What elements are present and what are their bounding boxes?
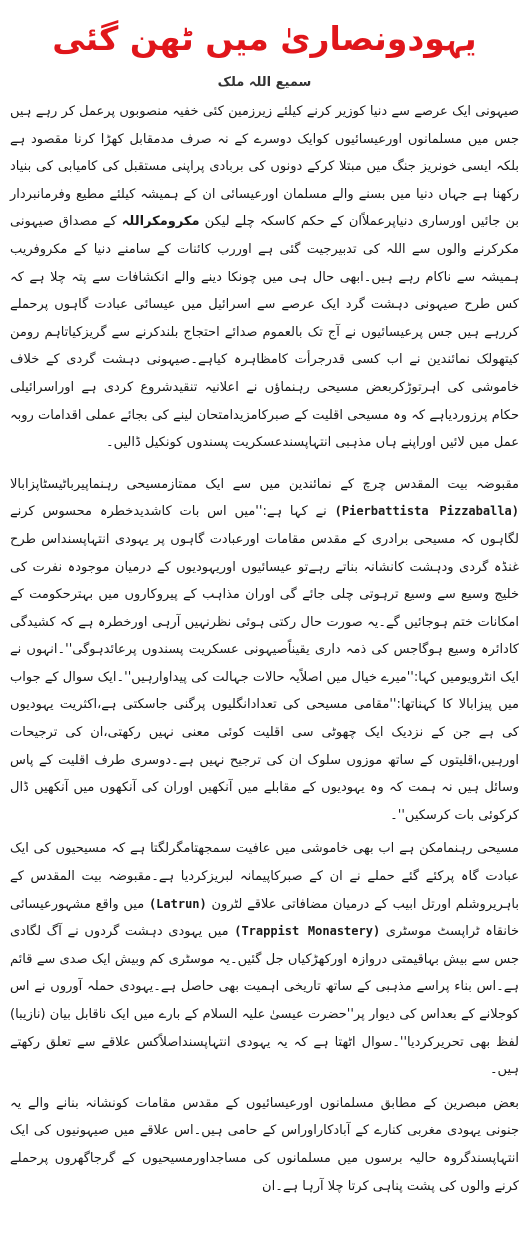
paragraph-3 bbox=[10, 835, 519, 1083]
paragraph-4 bbox=[10, 1090, 519, 1200]
paragraph-text: صیہونی ایک عرصے سے دنیا کوزیر کرنے کیلئے زیرزمین کئی خفیہ منصوبوں پرعمل کر رہے ہیں جس میں مسلمانوں اورعیسائیوں کوایک دوسرے کے نہ صرف مدمقابل کھڑا کرنا مقصود ہے بلکہ ایسی خونریز جنگ میں مبتلا کرکے دونوں کی بربادی پراپنی مستقبل کی کامیابی کی بنیاد رکھنا ہے جہاں دنیا میں بسنے والے مسلمان اورعیسائی ان کے ہمیشہ کیلئے مطیع وفرمانبردار بن جائیں اورساری دنیاپرعملاًان کے حکم کاسکہ چلے لیکن bbox=[10, 104, 520, 230]
article-title: یہودونصاریٰ میں ٹھن گئی bbox=[52, 19, 477, 58]
paragraph-text: کے مصداق صیہونی مکرکرنے والوں سے اللہ کی تدبیرجیت گئی ہے اوررب کائنات کے سامنے دنیا کے مکروفریب ہمیشہ سے ناکام رہے ہیں۔ابھی حال ہی میں چونکا دینے والے انکشافات سے پتہ چلا ہے کہ کس طرح صیہونی دہشت گرد ایک عرصے سے اسرائیل میں عیسائی عبادت گاہوں پرحملے کررہے ہیں جس پرعیسائیوں نے آج تک بالعموم صدائے احتجاج بلندکرنے سے گریزکیاتاہم رومن کیتھولک نمائندین نے اب کسی قدرجرأت کامظاہرہ کیاہے۔صیہونی دہشت گردی کے خلاف خاموشی کی اہرتوڑکربعض مسیحی رہنماؤں نے اعلانیہ تنقیدشروع کردی ہے اوراسرائیلی حکام پرزوردیاہے کہ وہ مسیحی اقلیت کے صبرکامزیدامتحان لینے کی بجائے عملی اقدامات روبہ عمل میں لائیں اوراپنے ہاں مذہبی انتہاپسندعسکریت پسندوں کونکیل ڈالیں۔ bbox=[10, 214, 519, 451]
paragraph-text: میں واقع مشہورعیسائی خانقاہ ٹراپسٹ موسٹری bbox=[10, 896, 519, 940]
english-term: (Trappist Monastery) bbox=[234, 924, 381, 939]
paragraph-2 bbox=[10, 471, 519, 830]
paragraph-1 bbox=[10, 98, 519, 457]
paragraph-text: مسیحی رہنمامکن ہے اب بھی خاموشی میں عافیت سمجھتامگرلگتا ہے کہ مسیحیوں کی ایک عبادت گاہ پرکئے گئے حملے نے ان کے صبرکاپیمانہ لبریزکردیا ہے۔مقبوضہ بیت المقدس کے باہریروشلم اورتل ابیب کے درمیان مضافاتی علاقے لٹرون bbox=[10, 841, 519, 912]
paragraph-text: میں یہودی دہشت گردوں نے آگ لگادی جس سے بیش بہاقیمتی دروازہ اورکھڑکیاں جل گئیں۔یہ موسٹری کم وبیش ایک صدی سے قائم ہے۔اس بناء پراسے مذہبی کے ساتھ تاریخی اہمیت بھی حاصل ہے۔یہودی حملہ آوروں نے اس کوجلانے کے بعداس کی دیوار پر''حضرت عیسیٰ علیہ السلام کے بارے میں ایک ناقابل بیان (نازیبا) لفظ بھی تحریرکردیا''۔سوال اٹھتا ہے کہ یہ یہودی انتہاپسنداصلاًکس علاقے سے تعلق رکھتے ہیں۔ bbox=[10, 924, 519, 1078]
paragraph-text: نے کہا ہے:''میں اس بات کاشدیدخطرہ محسوس کرنے لگاہوں کہ مسیحی برادری کے مقدس مقامات اورعبادت گاہوں پر یہودی انتہاپسنداس طرح غنڈہ گردی ودہشت کانشانہ بناتے رہےتو عیسائیوں اوریہودیوں کے درمیان موجودہ نفرت کی خلیج وسیع سے وسیع ترہوتی چلی جائے گی اوران مذاہب کے پیروکاروں میں بہترحکومت کے امکانات ختم ہوجائیں گے۔یہ صورت حال رکتی ہوئی نظرنہیں آرہی اورخطرہ ہے کہ کشیدگی کادائرہ وسیع ہوگاجس کی ذمہ داری یقیناًصیہونی عسکریت پسندوں پرعائدہوگی''۔انہوں نے ایک انٹرویومیں کہا:''میرے خیال میں اصلاًیہ حالات جہالت کی پیداوارہیں''۔ایک سوال کے جواب میں پیزابالا کا کہناتھا:''مقامی مسیحی کی تعدادانگلیوں پرگنی جاسکتی ہے،اکثریت یہودیوں کی ہے جن کے نزدیک ایک چھوٹی سی اقلیت کوئی معنی نہیں رکھتی،ان کی ترجیحات اورہیں،اقلیتوں کے ساتھ موزوں سلوک ان کی ترجیح نہیں ہے۔دوسری طرف اقلیت کے پاس وسائل ہیں نہ ہمت کہ وہ یہودیوں کے مقابلے میں آنکھیں اوران کی آنکھوں میں آنکھیں ڈال کرکوئی بات کرسکیں''۔ bbox=[10, 504, 519, 823]
author-byline: سمیع اللہ ملک bbox=[217, 75, 312, 90]
paragraph-text: مقبوضہ بیت المقدس چرچ کے نمائندین میں سے ایک ممتازمسیحی رہنماپیرباٹیسٹاپزابالا bbox=[10, 476, 519, 492]
paragraph-text: بعض مبصرین کے مطابق مسلمانوں اورعیسائیوں کے مقدس مقامات کونشانہ بنانے والے یہ جنونی یہودی مغربی کنارے کے آبادکاراوراس کے حامی ہیں۔اس علاقے میں صیہونیوں کی ایک انتہاپسندگروہ حالیہ برسوں میں مسلمانوں کی مساجداورمسیحیوں کے گرجاگھروں پرحملے کرنے والوں کی پشت پناہی کرتا چلا آرہا ہے۔ان bbox=[10, 1095, 519, 1194]
article-body bbox=[10, 98, 519, 1200]
english-term: (Pierbattista Pizzaballa) bbox=[334, 504, 519, 519]
english-term: (Latrun) bbox=[148, 896, 207, 911]
emphasized-text: مکرومکراللہ bbox=[121, 214, 200, 230]
